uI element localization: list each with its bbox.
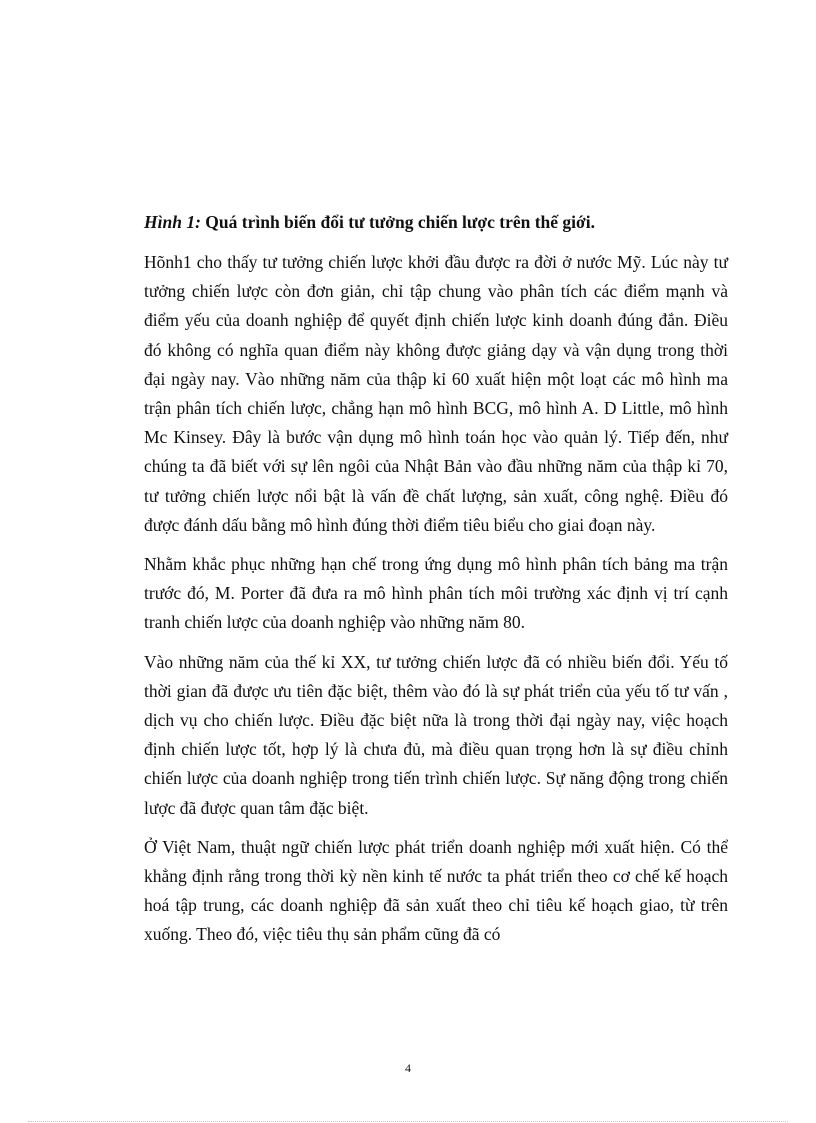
paragraph-1: Hõnh1 cho thấy tư tưởng chiến lược khởi đầu được ra đời ở nước Mỹ. Lúc này tư tưởng chiến lược còn đơn giản, chỉ tập chung vào phân tích các điểm mạnh và điểm yếu của doanh nghiệp để quyết định chiến lược kinh doanh đúng đắn. Điều đó không có nghĩa quan điểm này không được giảng dạy và vận dụng trong thời đại ngày nay. Vào những năm của thập kỉ 60 xuất hiện một loạt các mô hình ma trận phân tích chiến lược, chẳng hạn mô hình BCG, mô hình A. D Little, mô hình Mc Kinsey. Đây là bước vận dụng mô hình toán học vào quản lý. Tiếp đến, như chúng ta đã biết với sự lên ngôi của Nhật Bản vào đầu những năm của thập kỉ 70, tư tưởng chiến lược nổi bật là vấn đề chất lượng, sản xuất, công nghệ. Điều đó được đánh dấu bằng mô hình đúng thời điểm tiêu biểu cho giai đoạn này. — [144, 252, 728, 535]
figure-caption — [144, 208, 728, 236]
document-body — [144, 208, 728, 960]
figure-label: Hình 1: — [144, 212, 201, 232]
figure-caption-text: Quá trình biến đổi tư tưởng chiến lược trên thế giới. — [200, 212, 595, 232]
paragraph-4: Ở Việt Nam, thuật ngữ chiến lược phát triển doanh nghiệp mới xuất hiện. Có thể khẳng định rằng trong thời kỳ nền kinh tế nước ta phát triển theo cơ chế kế hoạch hoá tập trung, các doanh nghiệp đã sản xuất theo chỉ tiêu kế hoạch giao, từ trên xuống. Theo đó, việc tiêu thụ sản phẩm cũng đã có — [144, 836, 728, 945]
paragraph-3: Vào những năm của thế kỉ XX, tư tưởng chiến lược đã có nhiều biến đổi. Yếu tố thời gian đã được ưu tiên đặc biệt, thêm vào đó là sự phát triển của yếu tố tư vấn , dịch vụ cho chiến lược. Điều đặc biệt nữa là trong thời đại ngày nay, việc hoạch định chiến lược tốt, hợp lý là chưa đủ, mà điều quan trọng hơn là sự điều chỉnh chiến lược của doanh nghiệp trong tiến trình chiến lược. Sự năng động trong chiến lược đã được quan tâm đặc biệt. — [144, 651, 728, 818]
page-bottom-divider — [28, 1121, 788, 1122]
paragraph-2: Nhằm khắc phục những hạn chế trong ứng dụng mô hình phân tích bảng ma trận trước đó, M. Porter đã đưa ra mô hình phân tích môi trường xác định vị trí cạnh tranh chiến lược của doanh nghiệp vào những năm 80. — [144, 554, 728, 633]
page-number: 4 — [405, 1061, 411, 1075]
